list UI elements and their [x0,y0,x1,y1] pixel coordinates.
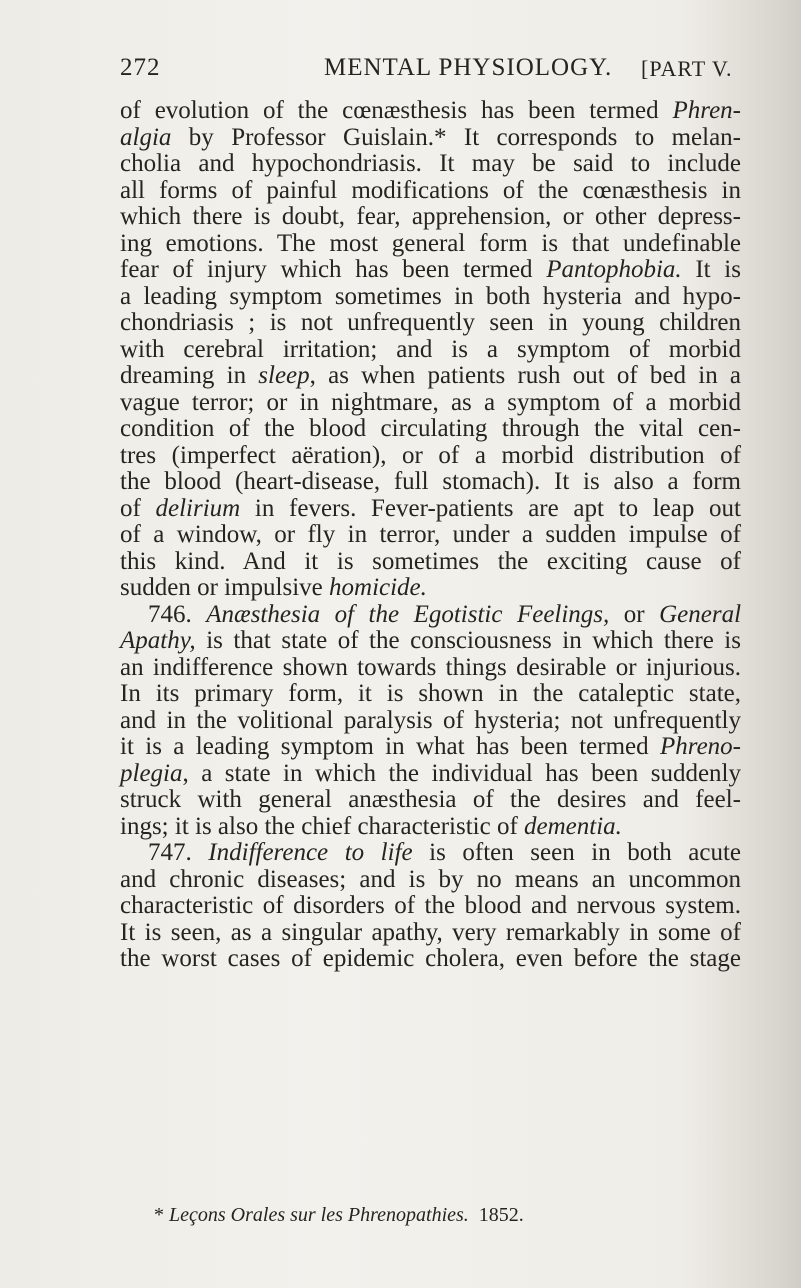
text-line [120,734,741,761]
body-text [120,98,741,973]
text-run: 746. [148,600,207,628]
text-run: the blood (heart-disease, full stomach). It is also a form [120,468,741,495]
text-run: , a state in which the individual has been suddenly [182,759,741,787]
text-run: chondriasis ; is not unfrequently seen in young children [120,309,741,336]
text-run: of a window, or fly in terror, under a sudden impulse of [120,521,741,548]
footnote-year: 1852. [478,1204,524,1226]
text-line [120,469,741,496]
text-run: tres (imperfect aëration), or of a morbid distribution of [120,441,741,469]
italic-run: Phreno- [660,733,741,760]
text-line [120,390,741,417]
text-line [120,337,741,364]
text-line [120,98,741,125]
text-line [120,310,741,337]
text-line [120,416,741,443]
text-run: of evolution of the cœnæsthesis has been termed [120,97,673,124]
text-line [120,655,741,682]
italic-run: dementia. [524,812,622,840]
text-run: it is a leading symptom in what has been termed [120,733,660,760]
text-run: ings; it is also the chief characteristic of [120,812,525,840]
text-line [120,363,741,390]
text-line [120,946,741,973]
text-line [120,628,741,655]
text-line [120,787,741,814]
italic-run: Anæsthesia of the Egotistic Feelings, [206,600,610,628]
text-line [120,708,741,735]
italic-run: Pantophobia. [546,256,682,283]
text-line [120,125,741,152]
text-line [120,681,741,708]
text-line [120,814,741,841]
italic-run: homicide. [329,574,427,601]
italic-run: algia [120,123,172,151]
text-line [120,522,741,549]
text-line [120,920,741,947]
text-run: cholia and hypochondriasis. It may be said to include [120,150,741,177]
text-line [120,496,741,523]
text-run: struck with general anæsthesia of the desires and feel- [120,786,741,813]
text-line [120,840,741,867]
text-run: dreaming in [120,362,259,389]
text-line [120,284,741,311]
italic-run: Phren- [672,97,741,124]
footnote-title: Leçons Orales sur les Phrenopathies. [169,1204,469,1226]
text-run: 747. [148,839,209,866]
text-line [120,231,741,258]
text-run: characteristic of disorders of the blood and nervous system. [120,892,741,919]
italic-run: sleep [258,362,310,389]
text-line [120,893,741,920]
text-line [120,867,741,894]
text-line [120,178,741,205]
italic-run: delirium [155,494,241,522]
text-run: the worst cases of epidemic cholera, even before the stage [120,945,741,972]
text-run: which there is doubt, fear, apprehension, or other depress- [120,203,741,230]
text-run: condition of the blood circulating through the vital cen- [120,415,741,442]
text-run: sudden or impulsive [120,574,330,601]
text-run: with cerebral irritation; and is a symptom of morbid [120,335,741,363]
text-line [120,443,741,470]
text-run: is that state of the consciousness in which there is [195,627,741,654]
text-run: and in the volitional paralysis of hysteria; not unfrequently [120,706,741,734]
text-run: all forms of painful modifications of the cœnæsthesis in [120,176,741,204]
text-run: a leading symptom sometimes in both hysteria and hypo- [120,282,741,310]
footnote [154,1204,734,1227]
footnote-marker: * [154,1204,169,1226]
text-run: , as when patients rush out of bed in a [309,362,741,389]
text-run: It is seen, as a singular apathy, very remarkably in some of [120,918,741,946]
text-run: in fevers. Fever-patients are apt to leap out [240,494,741,522]
text-line [120,151,741,178]
text-line [120,575,741,602]
italic-run: Indifference to life [208,839,413,866]
text-line [120,549,741,576]
text-run: or [609,600,660,628]
running-head [120,54,740,88]
text-run: of [120,494,156,522]
text-line [120,602,741,629]
text-run: It is [681,256,741,283]
text-run: In its primary form, it is shown in the cataleptic state, [120,680,741,707]
italic-run: General [659,600,742,628]
text-run: fear of injury which has been termed [120,256,547,283]
text-run: by Professor Guislain.* It corresponds to melan- [171,123,741,151]
text-run: vague terror; or in nightmare, as a symptom of a morbid [120,388,741,416]
text-line [120,257,741,284]
italic-run: plegia [120,759,183,787]
text-run: and chronic diseases; and is by no means an uncommon [120,865,741,893]
running-title: MENTAL PHYSIOLOGY. [324,54,613,81]
text-run: this kind. And it is sometimes the exciting cause of [120,547,741,575]
page-number: 272 [120,54,161,81]
italic-run: Apathy, [120,627,196,654]
text-run: ing emotions. The most general form is that undefinable [120,229,741,257]
text-run: an indifference shown towards things desirable or injurious. [120,653,741,681]
text-line [120,204,741,231]
part-label: [PART V. [641,56,733,81]
text-line [120,761,741,788]
text-run: is often seen in both acute [412,839,741,866]
